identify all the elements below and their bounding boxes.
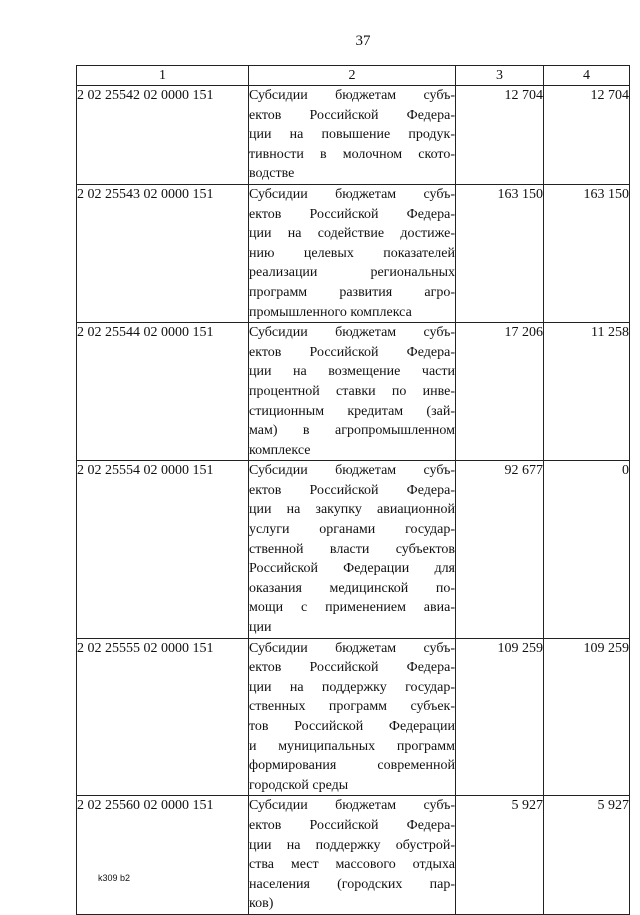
description-line: ции: [249, 620, 272, 636]
amount-cell-col3: 12 704: [456, 86, 544, 185]
description-line: ектов Российской Федера-: [249, 206, 455, 222]
description-line: нию целевых показателей: [249, 245, 455, 261]
description-cell: [249, 796, 456, 915]
amount-cell-col3: 17 206: [456, 323, 544, 461]
description-line: услуги органами государ-: [249, 522, 455, 538]
description-cell: [249, 461, 456, 638]
description-line: населения (городских пар-: [249, 876, 455, 892]
page-number: 37: [355, 33, 371, 49]
amount-cell-col4: 109 259: [544, 638, 630, 796]
table-row: [77, 638, 630, 796]
table-header: [77, 66, 630, 86]
description-line: ции на содействие достиже-: [249, 226, 455, 242]
description-line: водстве: [249, 166, 295, 182]
table-row: [77, 86, 630, 185]
description-line: мощи с применением авиа-: [249, 600, 455, 616]
description-line: ции на поддержку обустрой-: [249, 837, 455, 853]
description-line: ции на возмещение части: [249, 364, 455, 380]
description-line: реализации региональных: [249, 265, 455, 281]
header-row: [77, 66, 630, 86]
table-body: [77, 86, 630, 915]
description-line: Субсидии бюджетам субъ-: [249, 325, 455, 341]
description-cell: [249, 638, 456, 796]
description-line: комплексе: [249, 442, 311, 458]
description-line: программ развития агро-: [249, 284, 455, 300]
budget-code-cell: 2 02 25544 02 0000 151: [77, 323, 249, 461]
description-line: тивности в молочном ското-: [249, 146, 455, 162]
amount-cell-col3: 92 677: [456, 461, 544, 638]
column-header-1: 1: [77, 66, 249, 86]
amount-cell-col3: 163 150: [456, 184, 544, 322]
description-line: ственной власти субъектов: [249, 541, 455, 557]
description-line: Субсидии бюджетам субъ-: [249, 640, 455, 656]
description-line: ектов Российской Федера-: [249, 482, 455, 498]
table-row: [77, 184, 630, 322]
description-cell: [249, 323, 456, 461]
amount-cell-col4: 12 704: [544, 86, 630, 185]
amount-cell-col3: 5 927: [456, 796, 544, 915]
column-header-4: 4: [544, 66, 630, 86]
description-line: ции на поддержку государ-: [249, 679, 455, 695]
description-line: и муниципальных программ: [249, 738, 455, 754]
description-line: процентной ставки по инве-: [249, 383, 455, 399]
column-header-2: 2: [249, 66, 456, 86]
description-line: ков): [249, 896, 274, 912]
budget-code-cell: 2 02 25542 02 0000 151: [77, 86, 249, 185]
description-line: промышленного комплекса: [249, 304, 412, 320]
description-line: Российской Федерации для: [249, 561, 455, 577]
budget-code-cell: 2 02 25560 02 0000 151: [77, 796, 249, 915]
amount-cell-col4: 5 927: [544, 796, 630, 915]
description-line: ектов Российской Федера-: [249, 817, 455, 833]
description-line: ства мест массового отдыха: [249, 857, 455, 873]
description-line: ции на закупку авиационной: [249, 502, 455, 518]
description-line: формирования современной: [249, 758, 455, 774]
description-line: городской среды: [249, 777, 349, 793]
description-line: Субсидии бюджетам субъ-: [249, 798, 455, 814]
budget-code-cell: 2 02 25555 02 0000 151: [77, 638, 249, 796]
description-line: ции на повышение продук-: [249, 127, 455, 143]
description-line: Субсидии бюджетам субъ-: [249, 88, 455, 103]
amount-cell-col4: 0: [544, 461, 630, 638]
amount-cell-col4: 163 150: [544, 184, 630, 322]
table-row: [77, 796, 630, 915]
budget-code-cell: 2 02 25543 02 0000 151: [77, 184, 249, 322]
budget-code-cell: 2 02 25554 02 0000 151: [77, 461, 249, 638]
description-cell: [249, 86, 456, 185]
budget-table: [76, 65, 630, 915]
description-line: ектов Российской Федера-: [249, 344, 455, 360]
description-line: мам) в агропромышленном: [249, 423, 455, 439]
table-row: [77, 461, 630, 638]
description-line: ственных программ субъек-: [249, 699, 455, 715]
description-line: оказания медицинской по-: [249, 580, 455, 596]
column-header-3: 3: [456, 66, 544, 86]
description-line: ектов Российской Федера-: [249, 660, 455, 676]
table-row: [77, 323, 630, 461]
description-line: тов Российской Федерации: [249, 719, 455, 734]
amount-cell-col4: 11 258: [544, 323, 630, 461]
description-line: Субсидии бюджетам субъ-: [249, 463, 455, 479]
description-cell: [249, 184, 456, 322]
description-line: Субсидии бюджетам субъ-: [249, 186, 455, 202]
description-line: стиционным кредитам (зай-: [249, 403, 455, 419]
description-line: ектов Российской Федера-: [249, 107, 455, 123]
footer-document-code: k309 b2: [98, 873, 131, 883]
amount-cell-col3: 109 259: [456, 638, 544, 796]
